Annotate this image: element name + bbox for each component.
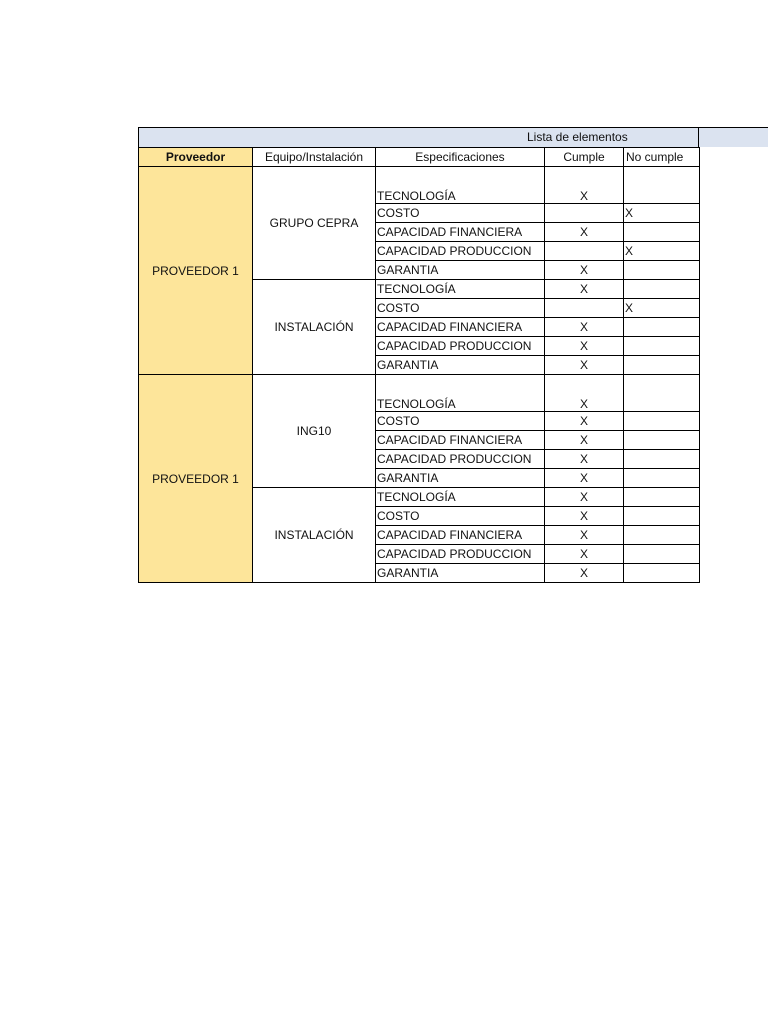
cumple-cell: X bbox=[545, 507, 624, 526]
spec-cell: GARANTIA bbox=[376, 564, 545, 583]
spec-cell: GARANTIA bbox=[376, 356, 545, 375]
spec-cell: CAPACIDAD PRODUCCION bbox=[376, 545, 545, 564]
spec-cell: GARANTIA bbox=[376, 261, 545, 280]
spec-cell: COSTO bbox=[376, 412, 545, 431]
provider-cell: PROVEEDOR 1 bbox=[139, 375, 253, 583]
no-cumple-cell bbox=[624, 564, 700, 583]
cumple-cell: X bbox=[545, 431, 624, 450]
cumple-cell: X bbox=[545, 280, 624, 299]
no-cumple-cell bbox=[624, 545, 700, 564]
cumple-cell: X bbox=[545, 356, 624, 375]
header-no-cumple: No cumple bbox=[624, 148, 700, 167]
spreadsheet bbox=[138, 127, 768, 583]
no-cumple-cell bbox=[624, 507, 700, 526]
cumple-cell: X bbox=[545, 526, 624, 545]
no-cumple-cell bbox=[624, 280, 700, 299]
no-cumple-cell bbox=[624, 261, 700, 280]
table-row bbox=[139, 167, 700, 204]
cumple-cell: X bbox=[545, 488, 624, 507]
evaluation-table bbox=[138, 147, 700, 583]
provider-cell: PROVEEDOR 1 bbox=[139, 167, 253, 375]
header-especificaciones: Especificaciones bbox=[376, 148, 545, 167]
cumple-cell: X bbox=[545, 450, 624, 469]
spec-cell: COSTO bbox=[376, 299, 545, 318]
cumple-cell: X bbox=[545, 223, 624, 242]
no-cumple-cell: X bbox=[624, 204, 700, 223]
table-row bbox=[139, 375, 700, 412]
header-proveedor: Proveedor bbox=[139, 148, 253, 167]
cumple-cell: X bbox=[545, 261, 624, 280]
spec-cell: COSTO bbox=[376, 507, 545, 526]
title-band bbox=[138, 127, 768, 147]
spec-cell: CAPACIDAD PRODUCCION bbox=[376, 337, 545, 356]
cumple-cell: X bbox=[545, 167, 624, 204]
cumple-cell: X bbox=[545, 318, 624, 337]
cumple-cell bbox=[545, 299, 624, 318]
equipment-cell: INSTALACIÓN bbox=[253, 280, 376, 375]
spec-cell: CAPACIDAD FINANCIERA bbox=[376, 526, 545, 545]
cumple-cell: X bbox=[545, 412, 624, 431]
table-body bbox=[139, 167, 700, 583]
cumple-cell: X bbox=[545, 564, 624, 583]
no-cumple-cell: X bbox=[624, 242, 700, 261]
no-cumple-cell bbox=[624, 488, 700, 507]
spec-cell: TECNOLOGÍA bbox=[376, 375, 545, 412]
spec-cell: TECNOLOGÍA bbox=[376, 280, 545, 299]
cumple-cell: X bbox=[545, 469, 624, 488]
spec-cell: GARANTIA bbox=[376, 469, 545, 488]
no-cumple-cell bbox=[624, 431, 700, 450]
table-title: Lista de elementos bbox=[527, 130, 628, 144]
no-cumple-cell bbox=[624, 450, 700, 469]
spec-cell: CAPACIDAD FINANCIERA bbox=[376, 318, 545, 337]
spec-cell: COSTO bbox=[376, 204, 545, 223]
cumple-cell: X bbox=[545, 375, 624, 412]
title-band-border bbox=[698, 127, 699, 147]
no-cumple-cell bbox=[624, 356, 700, 375]
header-cumple: Cumple bbox=[545, 148, 624, 167]
spec-cell: CAPACIDAD PRODUCCION bbox=[376, 242, 545, 261]
no-cumple-cell bbox=[624, 526, 700, 545]
no-cumple-cell bbox=[624, 375, 700, 412]
cumple-cell bbox=[545, 242, 624, 261]
no-cumple-cell bbox=[624, 223, 700, 242]
no-cumple-cell bbox=[624, 167, 700, 204]
cumple-cell bbox=[545, 204, 624, 223]
spec-cell: TECNOLOGÍA bbox=[376, 488, 545, 507]
spec-cell: CAPACIDAD FINANCIERA bbox=[376, 223, 545, 242]
equipment-cell: GRUPO CEPRA bbox=[253, 167, 376, 280]
no-cumple-cell bbox=[624, 469, 700, 488]
no-cumple-cell bbox=[624, 337, 700, 356]
cumple-cell: X bbox=[545, 545, 624, 564]
spec-cell: TECNOLOGÍA bbox=[376, 167, 545, 204]
cumple-cell: X bbox=[545, 337, 624, 356]
no-cumple-cell bbox=[624, 412, 700, 431]
title-band-extension bbox=[699, 128, 768, 147]
no-cumple-cell bbox=[624, 318, 700, 337]
no-cumple-cell: X bbox=[624, 299, 700, 318]
equipment-cell: INSTALACIÓN bbox=[253, 488, 376, 583]
header-row bbox=[139, 148, 700, 167]
equipment-cell: ING10 bbox=[253, 375, 376, 488]
header-equipo: Equipo/Instalación bbox=[253, 148, 376, 167]
spec-cell: CAPACIDAD PRODUCCION bbox=[376, 450, 545, 469]
spec-cell: CAPACIDAD FINANCIERA bbox=[376, 431, 545, 450]
